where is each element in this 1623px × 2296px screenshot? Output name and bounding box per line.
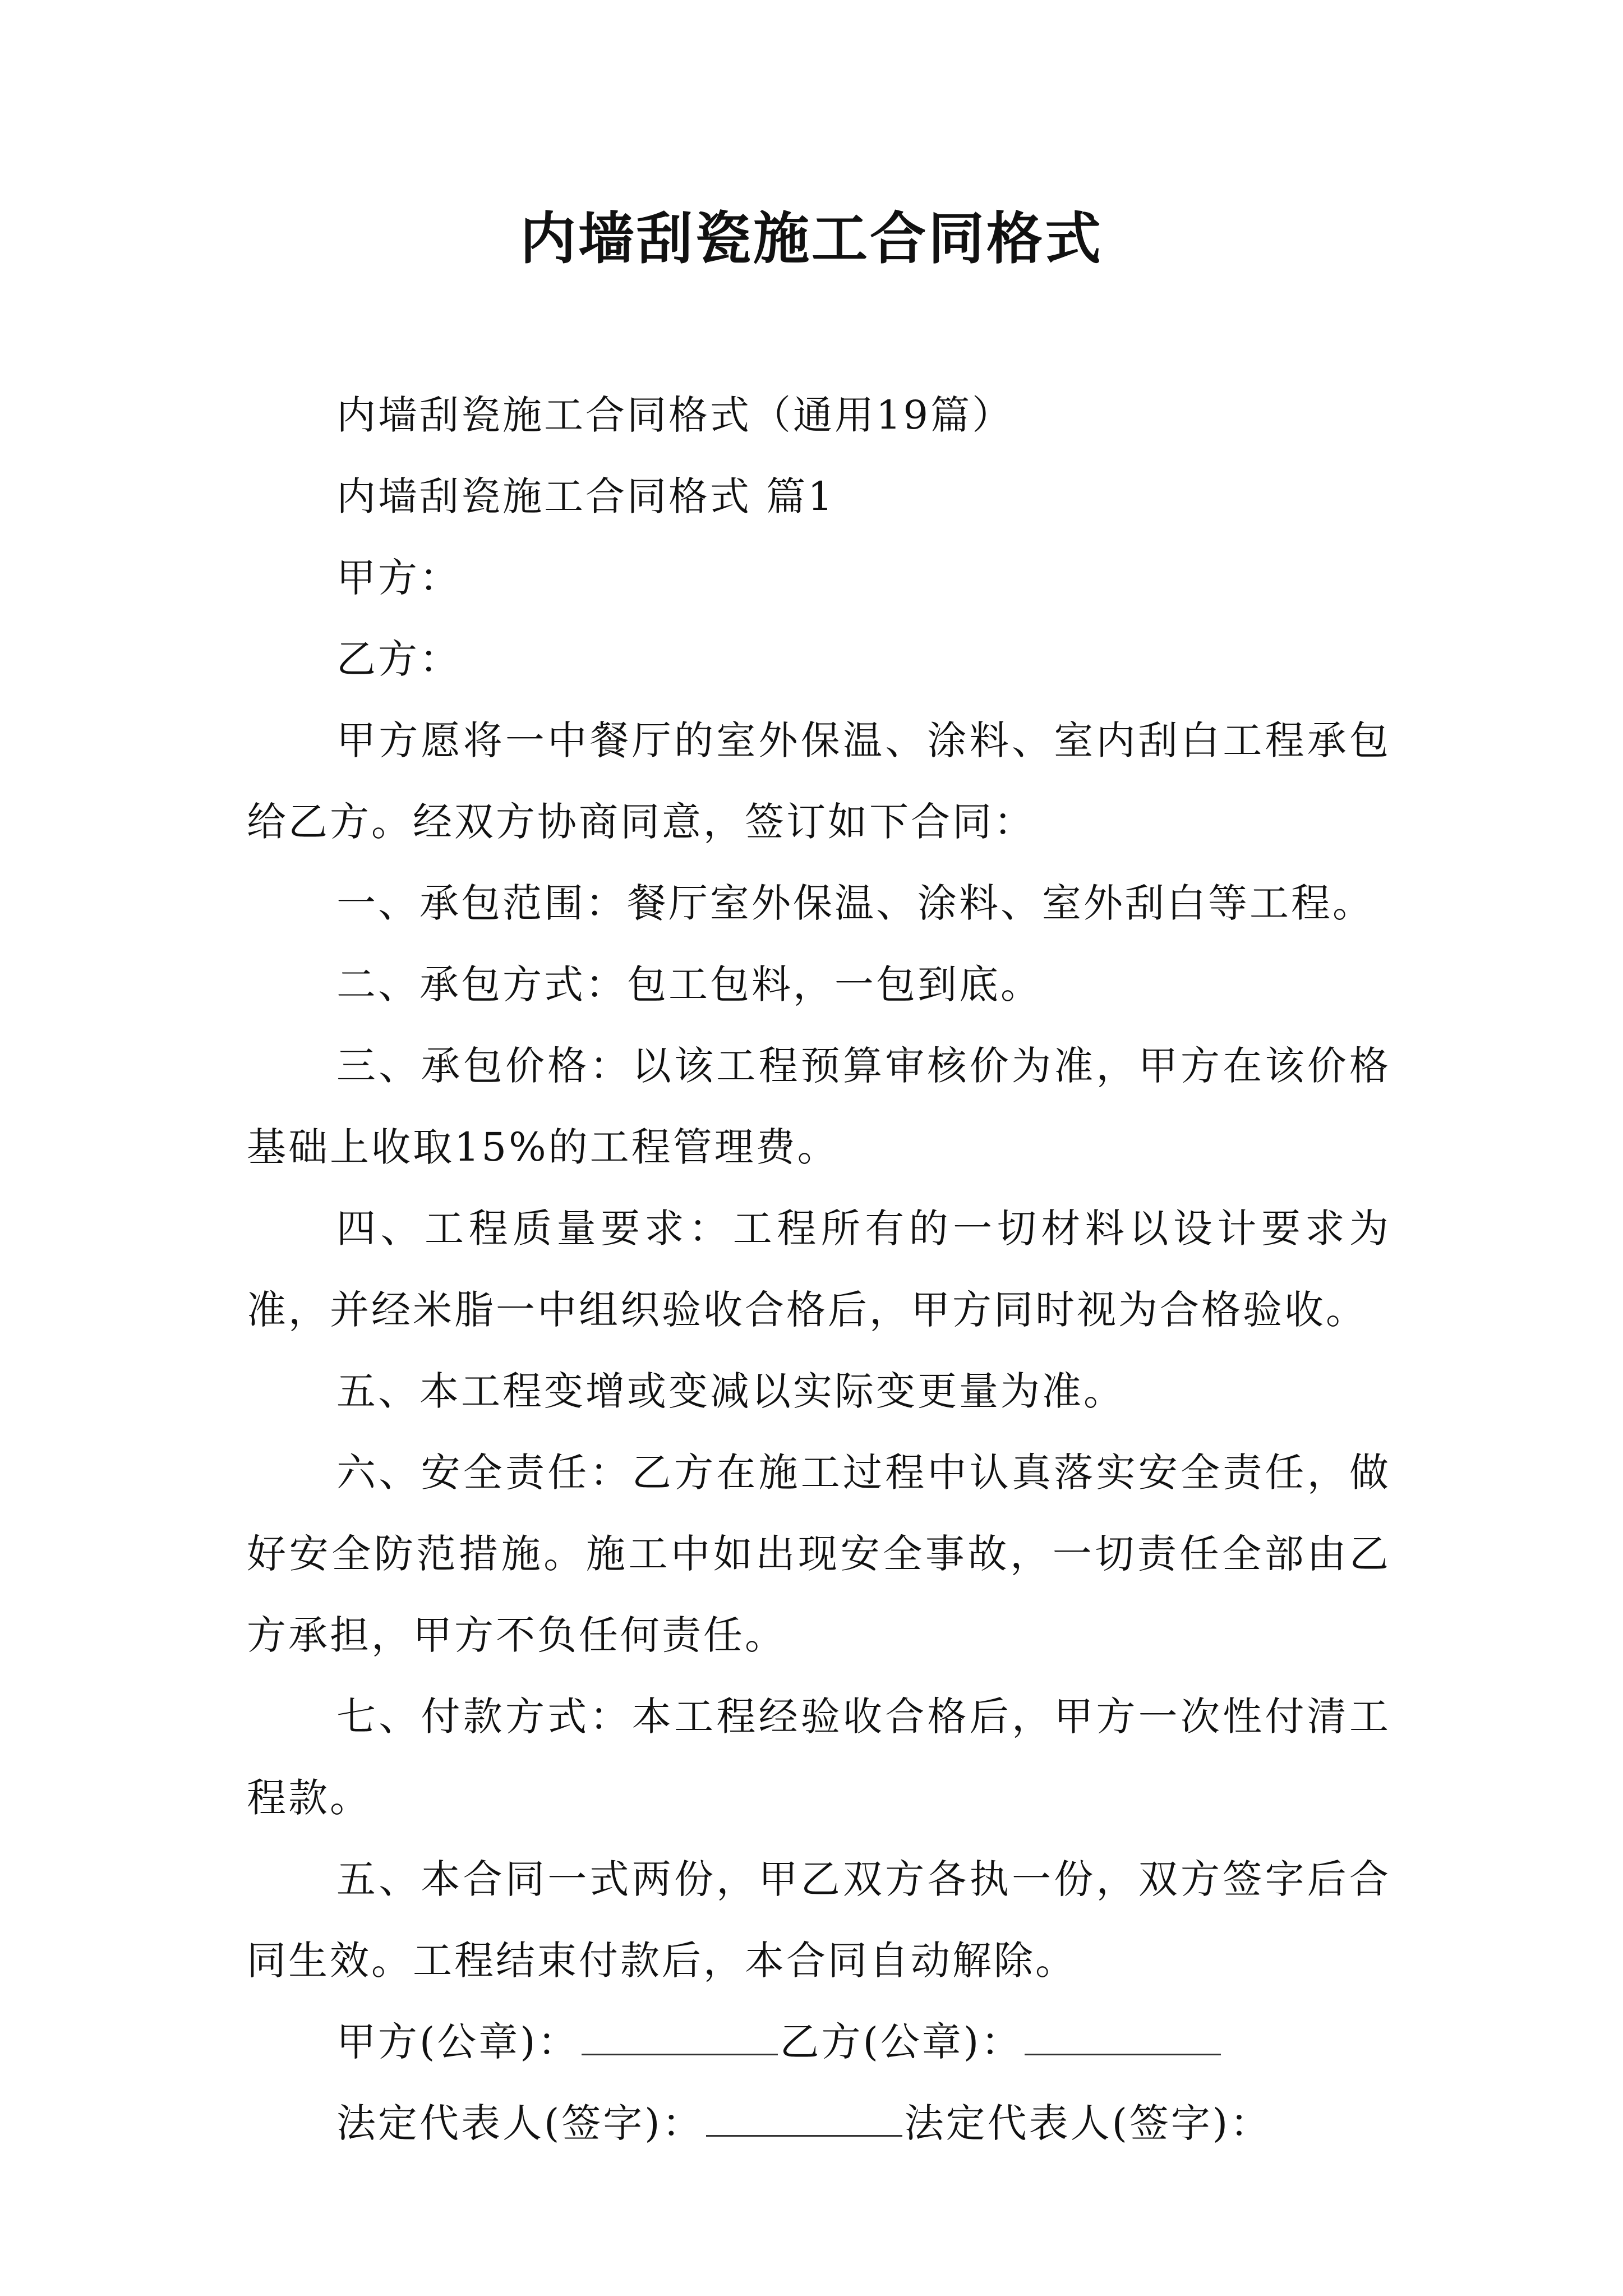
party-a-seal-blank[interactable]: [582, 2020, 778, 2055]
party-b-seal-blank[interactable]: [1025, 2020, 1221, 2055]
party-b-line: 乙方：: [336, 636, 461, 682]
representative-signature-line: [247, 2083, 1391, 2164]
clause-price: 三、承包价格：以该工程预算审核价为准，甲方在该价格基础上收取15%的工程管理费。: [247, 1043, 1391, 1170]
seal-signature-line: [247, 2001, 1391, 2083]
clause-safety: 六、安全责任：乙方在施工过程中认真落实安全责任，做好安全防范措施。施工中如出现安全事故，一切责任全部由乙方承担，甲方不负任何责任。: [247, 1450, 1391, 1658]
party-b-rep-label: 法定代表人(签字)：: [904, 2100, 1272, 2146]
document-title: 内墙刮瓷施工合同格式: [520, 205, 1103, 272]
document-subtitle: 内墙刮瓷施工合同格式（通用19篇）: [336, 392, 1014, 438]
party-a-line: 甲方：: [336, 555, 461, 601]
clause-payment: 七、付款方式：本工程经验收合格后，甲方一次性付清工程款。: [247, 1694, 1391, 1821]
clause-scope: 一、承包范围：餐厅室外保温、涂料、室外刮白等工程。: [336, 880, 1374, 926]
party-b-seal-label: 乙方(公章)：: [780, 2019, 1023, 2065]
clause-method: 二、承包方式：包工包料，一包到底。: [336, 961, 1042, 1007]
section-heading: 内墙刮瓷施工合同格式 篇1: [336, 473, 835, 519]
party-a-seal-label: 甲方(公章)：: [336, 2019, 579, 2065]
document-body: [247, 375, 1391, 2164]
clause-changes: 五、本工程变增或变减以实际变更量为准。: [336, 1368, 1125, 1414]
clause-copies: 五、本合同一式两份，甲乙双方各执一份，双方签字后合同生效。工程结束付款后，本合同自动解除。: [247, 1856, 1391, 1984]
intro-paragraph: 甲方愿将一中餐厅的室外保温、涂料、室内刮白工程承包给乙方。经双方协商同意，签订如下合同：: [247, 717, 1391, 845]
clause-quality: 四、工程质量要求：工程所有的一切材料以设计要求为准，并经米脂一中组织验收合格后，甲方同时视为合格验收。: [247, 1205, 1391, 1333]
party-a-rep-blank[interactable]: [706, 2101, 902, 2137]
party-a-rep-label: 法定代表人(签字)：: [336, 2100, 704, 2146]
